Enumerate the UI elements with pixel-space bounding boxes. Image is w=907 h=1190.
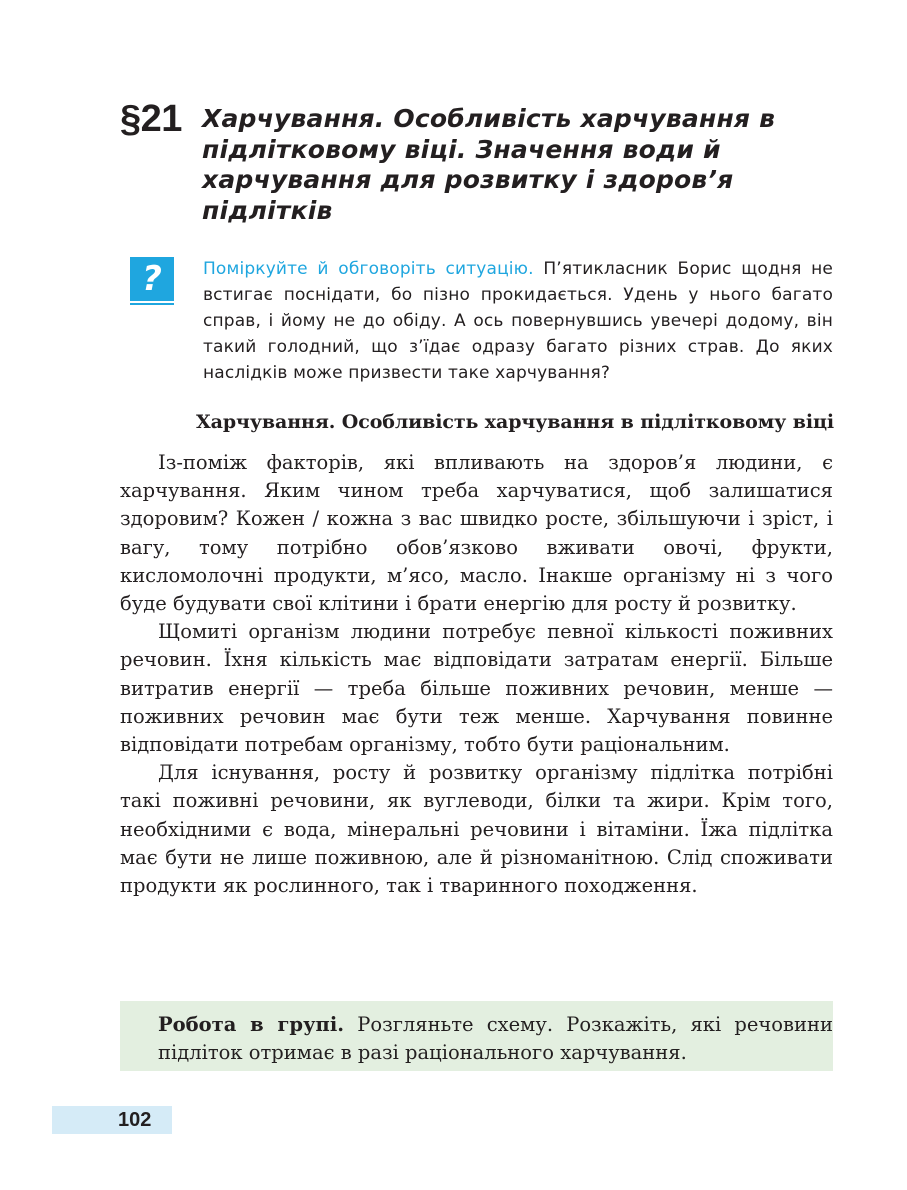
paragraph: Щомиті організм людини потребує певної кількості поживних речовин. Їхня кількість має відповідати затратам енергії. Більше витратив енергії — треба більше поживних речовин, менше — поживних речовин має бути теж менше. Харчування повинне відповідати потребам організму, тобто бути раціональним.	[120, 620, 833, 757]
section-title: Харчування. Особливість харчування в підлітковому віці. Значення води й харчування для розвитку і здоров’я підлітків	[202, 104, 776, 225]
section-heading	[120, 100, 840, 226]
subsection-heading: Харчування. Особливість харчування в підлітковому віці	[195, 411, 834, 433]
group-task-instruction: Розгляньте схему. Розкажіть, які речовини підліток отримає в разі раціонального харчування.	[158, 1013, 833, 1064]
group-task-text	[120, 1011, 833, 1067]
question-mark-icon: ?	[130, 257, 174, 301]
group-task-label: Робота в групі.	[158, 1013, 345, 1036]
paragraph: Для існування, росту й розвитку організму підлітка потрібні такі поживні речовини, як вуглеводи, білки та жири. Крім того, необхідними є вода, мінеральні речовини і вітаміни. Їжа підлітка має бути не лише поживною, але й різноманітною. Слід споживати продукти як рослинного, так і тваринного походження.	[120, 761, 833, 898]
body-text	[120, 449, 833, 900]
page-number: 102	[118, 1109, 152, 1131]
discussion-prompt-text: П’ятикласник Борис щодня не встигає поснідати, бо пізно прокидається. Удень у нього багато справ, і йому не до обіду. А ось повернувшись увечері додому, він такий голодний, що з’їдає одразу багато різних страв. До яких наслідків може призвести таке харчування?	[203, 259, 833, 383]
discussion-prompt-lead: Поміркуйте й обговоріть ситуацію.	[203, 259, 534, 279]
discussion-prompt	[203, 256, 833, 386]
paragraph: Із-поміж факторів, які впливають на здоров’я людини, є харчування. Яким чином треба харчуватися, щоб залишатися здоровим? Кожен / кожна з вас швидко росте, збільшуючи і зріст, і вагу, тому потрібно обов’язково вживати овочі, фрукти, кисломолочні продукти, м’ясо, масло. Інакше організму ні з чого буде будувати свої клітини і брати енергію для росту й розвитку.	[120, 451, 833, 616]
section-number: §21	[120, 98, 182, 140]
question-icon-underline	[130, 303, 174, 305]
